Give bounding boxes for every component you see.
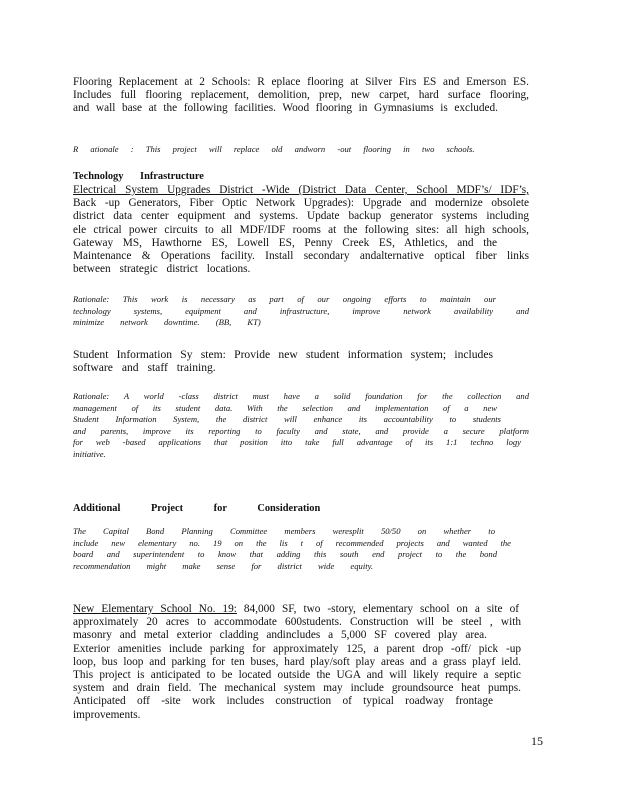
flooring-line: Flooring Replacement at 2 Schools: R eplace flooring at Silver Firs ES and Emerson ES. bbox=[73, 76, 529, 88]
electrical-title: Electrical System Upgrades District -Wide (District Data Center, School MDF’s/ IDF’s, bbox=[73, 184, 529, 196]
technology-heading: Technology Infrastructure bbox=[73, 171, 204, 182]
flooring-rationale: R ationale : This project will replace old andworn -out flooring in two schools. bbox=[73, 144, 475, 154]
flooring-line: Includes full flooring replacement, demolition, prep, new carpet, hard surface flooring, bbox=[73, 89, 529, 102]
electrical-rationale: Rationale: This work is necessary as part of our ongoing efforts to maintain our technology systems, equipment and infrastructure, improve network availability and minimize network downtime. (BB, KT) bbox=[73, 294, 529, 328]
committee-paragraph: The Capital Bond Planning Committee members weresplit 50/50 on whether to include new elementary no. 19 on the lis t of recommended projects and wanted the board and superintendent to know that adding this south end project to the bond recommendation might make sense for district wide equity. bbox=[73, 526, 511, 571]
school-paragraph: New Elementary School No. 19: 84,000 SF, two -story, elementary school on a site of approximately 20 acres to accommodate 600students. Construction will be steel , with masonry and metal exterior cladding andincludes a 5,000 SF covered play area. Exterior amenities include parking for approximately 125, a parent drop -off/ pick -up loop, bus loop and parking for ten buses, hard play/soft play areas and a grass playf ield. This project is anticipated to be located outside the UGA and will likely require a septic system and drain field. The mechanical system may include groundsource heat pumps. Anticipated off -site work includes construction of typical roadway frontage improvements. bbox=[73, 603, 521, 721]
page-number: 15 bbox=[531, 734, 543, 748]
flooring-paragraph bbox=[73, 76, 529, 116]
flooring-line: and wall base at the following facilities. Wood flooring in Gymnasiums is excluded. bbox=[73, 102, 498, 115]
flooring-title: Flooring Replacement at 2 Schools: bbox=[73, 76, 251, 88]
school-title: New Elementary School No. 19: bbox=[73, 603, 237, 615]
sis-rationale: Rationale: A world -class district must have a solid foundation for the collection and management of its student data. With the selection and implementation of a new Student Information System, the district will enhance its accountability to students and parents, improve its reporting to faculty and state, and provide a secure platform for web -based applications that position itto take full advantage of its 1:1 techno logy initiative. bbox=[73, 391, 529, 459]
sis-paragraph: Student Information Sy stem: Provide new student information system; includes software and staff training. bbox=[73, 348, 493, 375]
electrical-paragraph: Electrical System Upgrades District -Wide (District Data Center, School MDF’s/ IDF’s, Back -up Generators, Fiber Optic Network Upgrades): Upgrade and modernize obsolete district data center equipment and systems. Update backup generator systems including ele ctrical power circuits to all MDF/IDF rooms at the following sites: all high schools, Gateway MS, Hawthorne ES, Lowell ES, Penny Creek ES, Athletics, and the Maintenance & Operations facility. Install secondary andalternative optical fiber links between strategic district locations. bbox=[73, 184, 529, 276]
additional-heading: Additional Project for Consideration bbox=[73, 503, 321, 514]
